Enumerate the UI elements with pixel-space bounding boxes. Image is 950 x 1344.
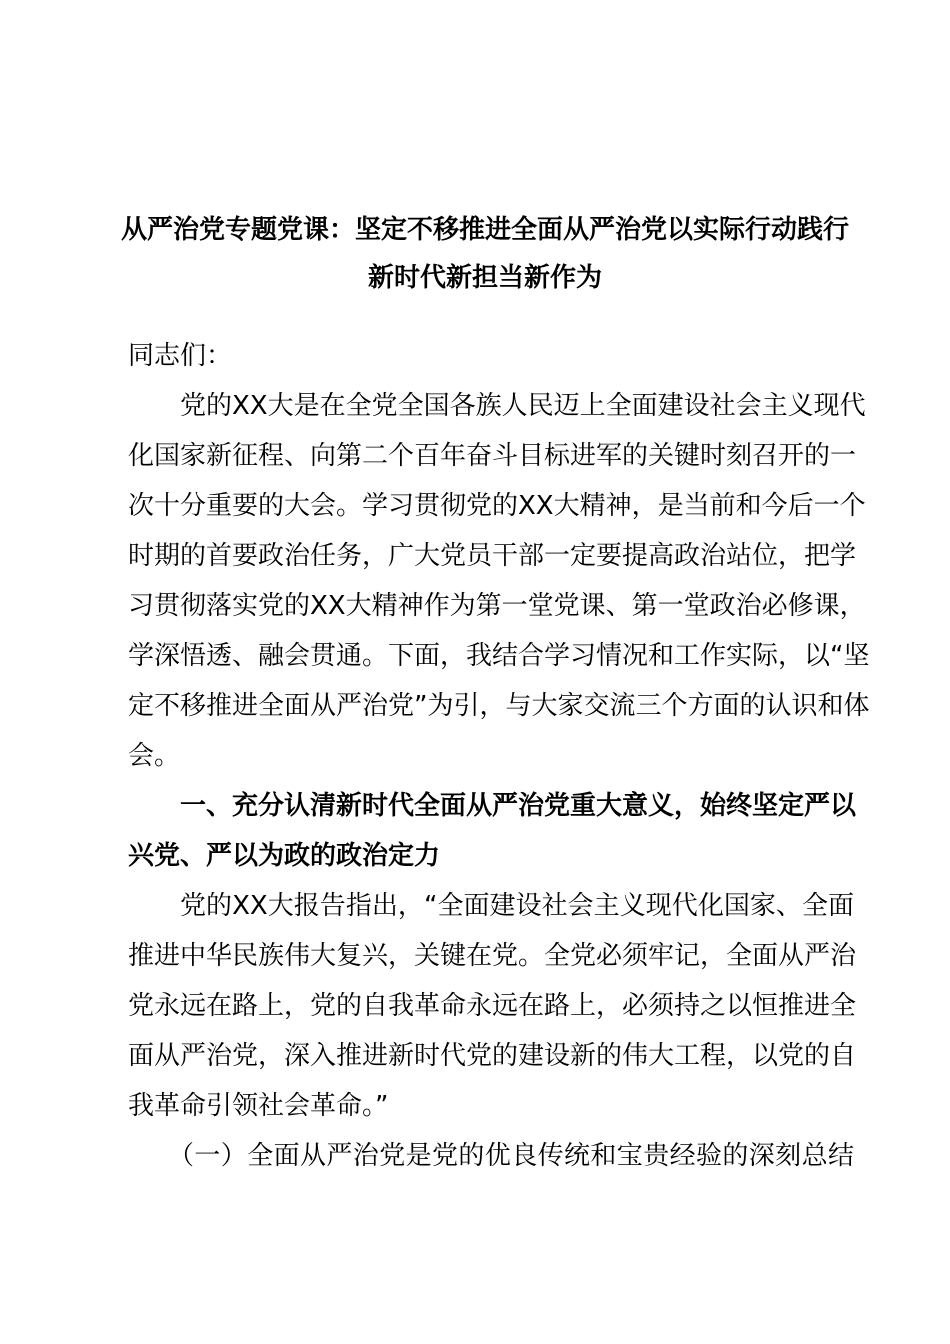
intro-line-5: 习贯彻落实党的XX大精神作为第一堂党课、第一堂政治必修课，: [128, 591, 866, 621]
intro-line-7: 定不移推进全面从严治党”为引，与大家交流三个方面的认识和体: [128, 691, 870, 721]
section-1-line-2: 推进中华民族伟大复兴，关键在党。全党必须牢记，全面从严治: [128, 941, 857, 971]
intro-line-8: 会。: [128, 741, 181, 771]
intro-line-4: 时期的首要政治任务，广大党员干部一定要提高政治站位，把学: [128, 541, 857, 571]
section-1-line-3: 党永远在路上，党的自我革命永远在路上，必须持之以恒推进全: [128, 991, 857, 1021]
section-1-line-5: 我革命引领社会革命。”: [128, 1091, 389, 1121]
document-title-line-1: 从严治党专题党课：坚定不移推进全面从严治党以实际行动践行: [120, 215, 849, 245]
section-1-heading-line-1: 一、充分认清新时代全面从严治党重大意义，始终坚定严以: [180, 791, 857, 821]
intro-line-3: 次十分重要的大会。学习贯彻党的XX大精神，是当前和今后一个: [128, 491, 866, 521]
section-1-heading-line-2: 兴党、严以为政的政治定力: [128, 841, 441, 871]
salutation: 同志们：: [128, 341, 233, 371]
document-title-line-2: 新时代新担当新作为: [367, 263, 602, 293]
intro-line-2: 化国家新征程、向第二个百年奋斗目标进军的关键时刻召开的一: [128, 441, 857, 471]
intro-line-6: 学深悟透、融会贯通。下面，我结合学习情况和工作实际，以“坚: [128, 641, 870, 671]
section-1-line-1: 党的XX大报告指出，“全面建设社会主义现代化国家、全面: [180, 891, 854, 921]
intro-line-1: 党的XX大是在全党全国各族人民迈上全面建设社会主义现代: [180, 391, 866, 421]
section-1-line-4: 面从严治党，深入推进新时代党的建设新的伟大工程，以党的自: [128, 1041, 857, 1071]
subsection-1-heading: （一）全面从严治党是党的优良传统和宝贵经验的深刻总结: [168, 1141, 854, 1171]
